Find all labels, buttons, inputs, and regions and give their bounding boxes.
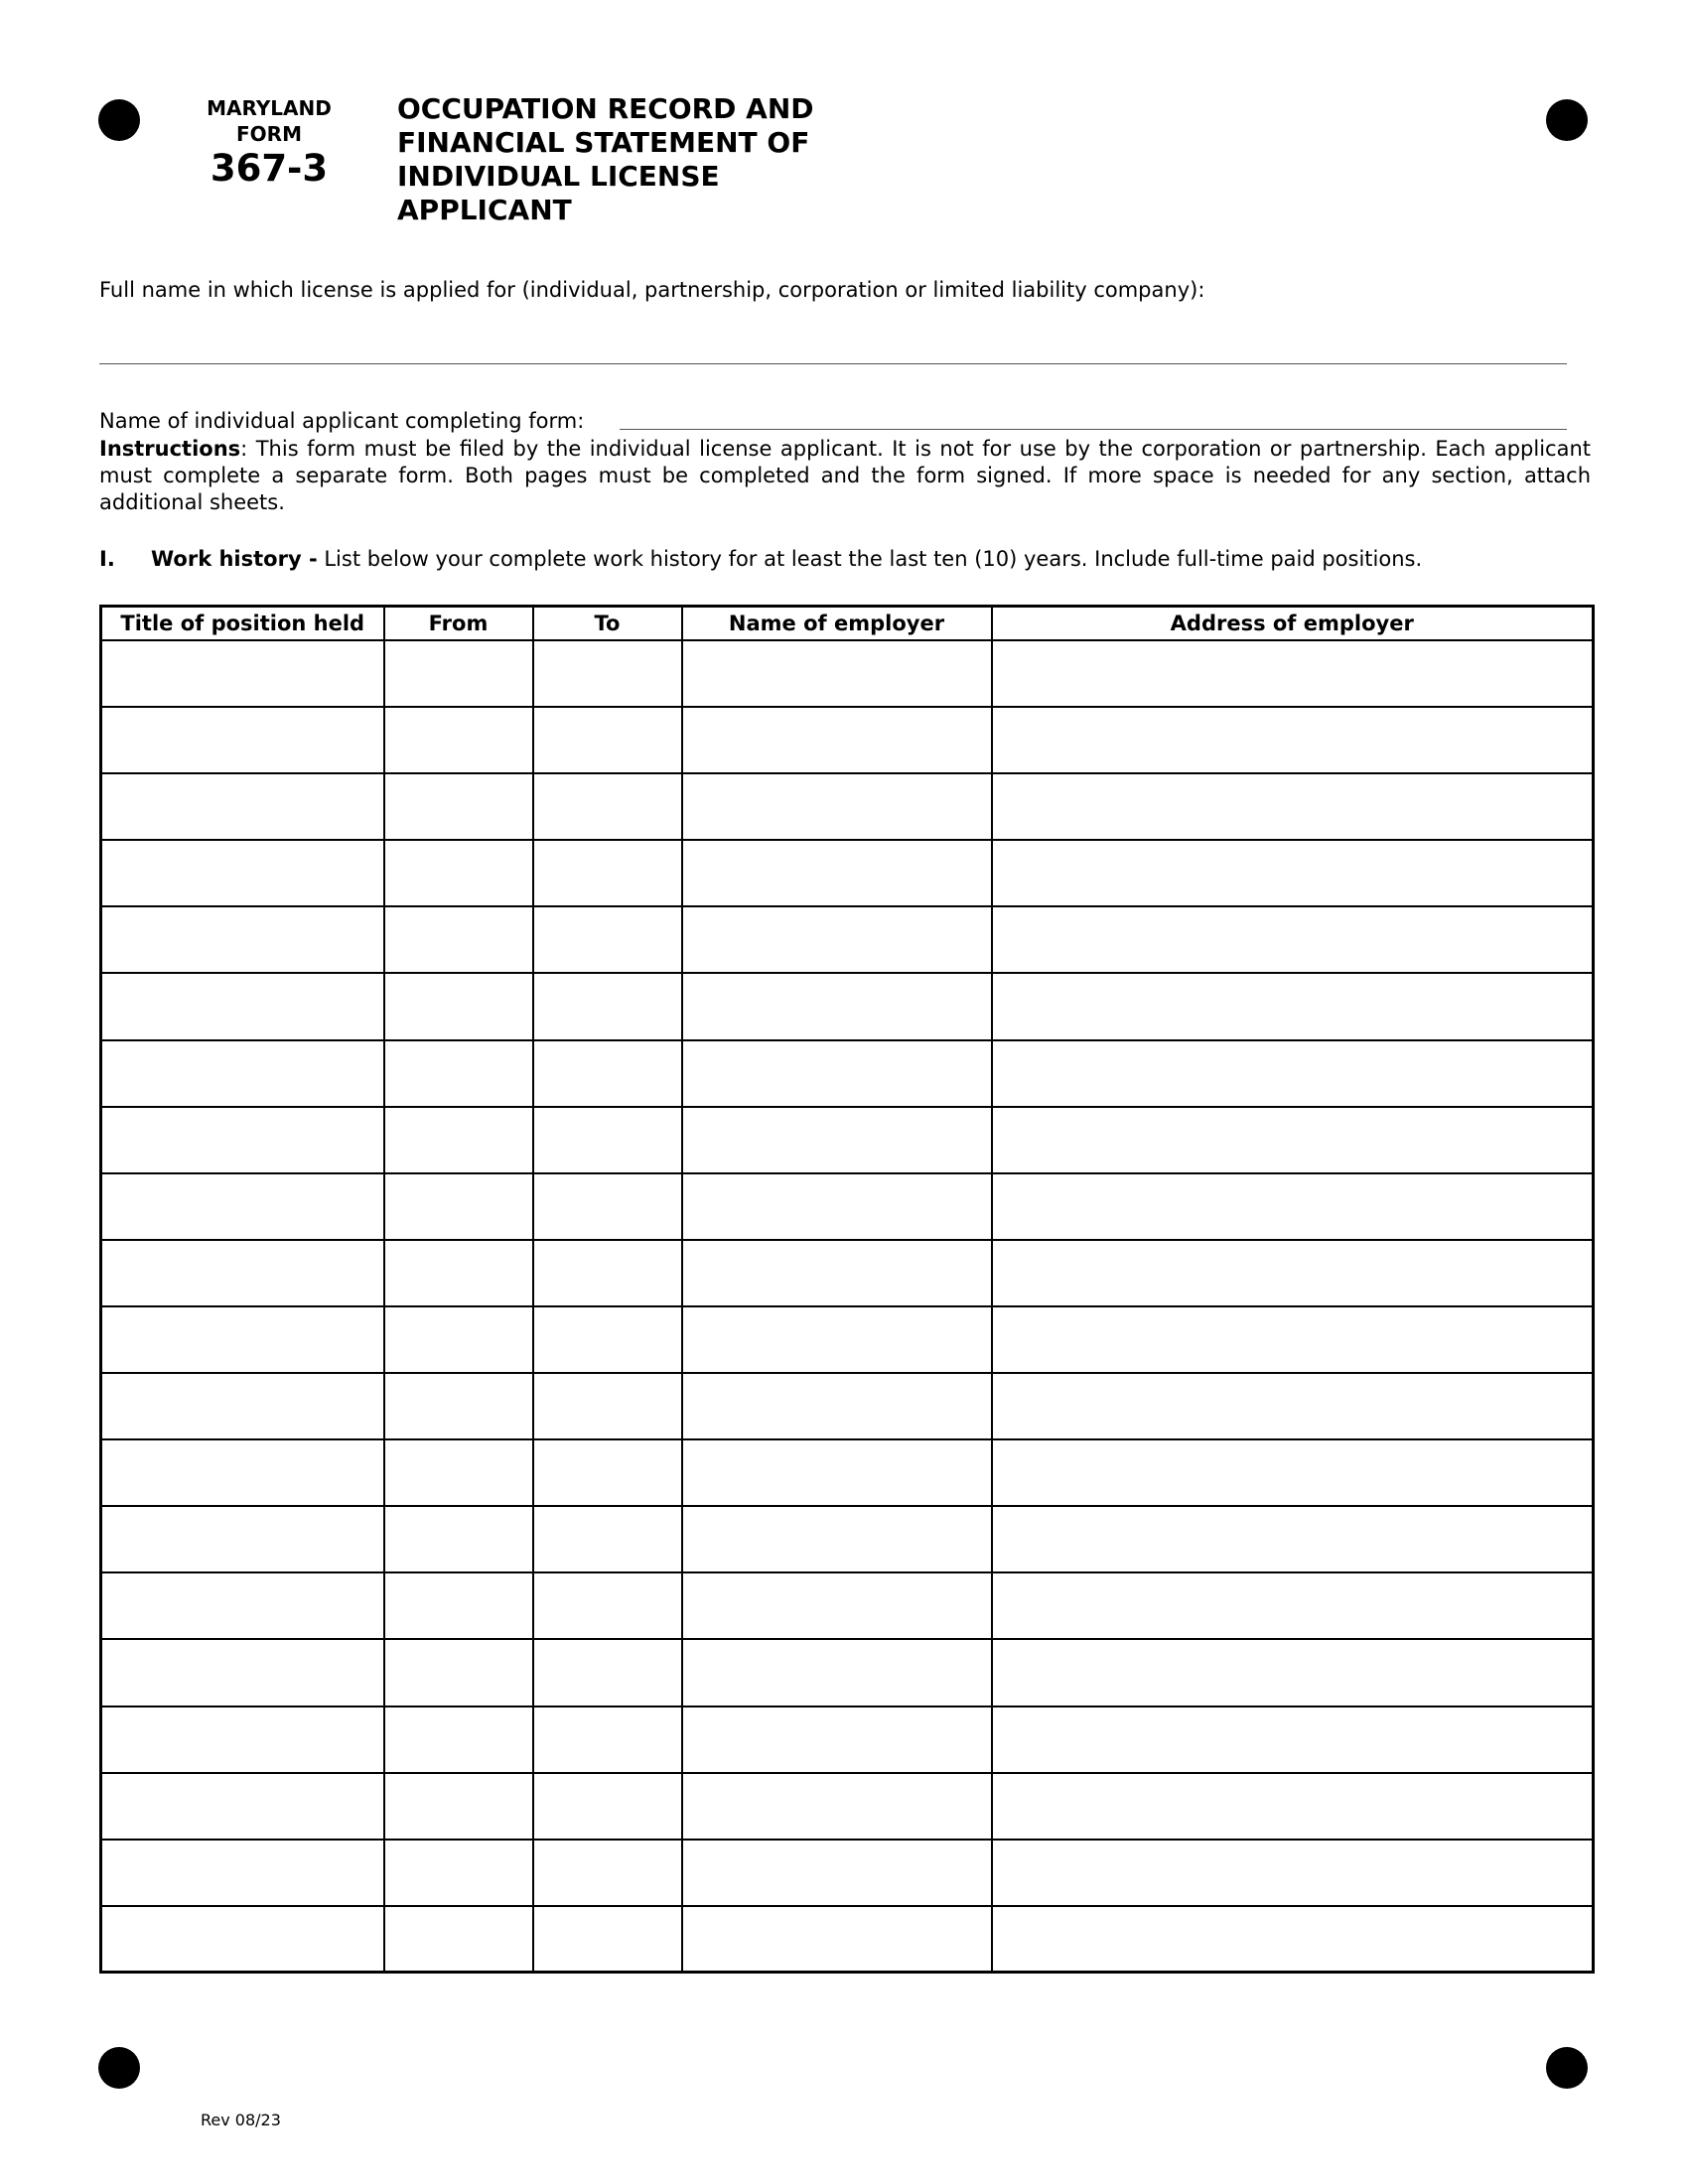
- table-cell[interactable]: [533, 1572, 682, 1639]
- section-numeral: I.: [99, 547, 115, 571]
- table-row: [101, 1439, 1594, 1506]
- table-cell[interactable]: [992, 1040, 1594, 1107]
- table-cell[interactable]: [682, 1107, 992, 1173]
- table-cell[interactable]: [533, 1306, 682, 1373]
- table-row: [101, 1773, 1594, 1840]
- table-cell[interactable]: [992, 906, 1594, 973]
- table-row: [101, 1840, 1594, 1906]
- table-cell[interactable]: [682, 1040, 992, 1107]
- table-cell[interactable]: [992, 1906, 1594, 1973]
- table-cell[interactable]: [533, 906, 682, 973]
- section-title: Work history -: [151, 547, 318, 571]
- applicant-name-label: Name of individual applicant completing form:: [99, 409, 585, 433]
- column-header: Title of position held: [101, 607, 384, 641]
- table-cell[interactable]: [682, 1639, 992, 1706]
- revision-date: Rev 08/23: [201, 2111, 281, 2129]
- table-cell[interactable]: [992, 640, 1594, 707]
- table-cell[interactable]: [384, 1107, 533, 1173]
- table-cell[interactable]: [682, 707, 992, 773]
- table-cell[interactable]: [384, 1639, 533, 1706]
- table-cell[interactable]: [384, 707, 533, 773]
- table-cell[interactable]: [101, 1373, 384, 1439]
- table-cell[interactable]: [533, 1373, 682, 1439]
- table-cell[interactable]: [384, 773, 533, 840]
- instructions-text: : This form must be filed by the individual license applicant. It is not for use by the corporation or partnership. Each applicant must complete a separate form. Both pages must be completed and the form signed. If more space is needed for any section, attach additional sheets.: [99, 437, 1591, 514]
- table-cell[interactable]: [533, 1107, 682, 1173]
- table-cell[interactable]: [101, 973, 384, 1039]
- table-cell[interactable]: [992, 840, 1594, 906]
- table-cell[interactable]: [101, 640, 384, 707]
- registration-mark: [1546, 2047, 1588, 2089]
- table-cell[interactable]: [682, 973, 992, 1039]
- table-cell[interactable]: [533, 1906, 682, 1973]
- applicant-name-field[interactable]: [620, 429, 1567, 430]
- table-cell[interactable]: [992, 1840, 1594, 1906]
- table-cell[interactable]: [992, 1173, 1594, 1240]
- table-cell[interactable]: [682, 1373, 992, 1439]
- table-cell[interactable]: [992, 773, 1594, 840]
- table-cell[interactable]: [101, 1240, 384, 1306]
- table-cell[interactable]: [533, 640, 682, 707]
- table-row: [101, 773, 1594, 840]
- table-row: [101, 1240, 1594, 1306]
- table-cell[interactable]: [384, 1506, 533, 1572]
- table-cell[interactable]: [384, 1840, 533, 1906]
- table-row: [101, 1107, 1594, 1173]
- column-header: Name of employer: [682, 607, 992, 641]
- form-number: 367-3: [210, 147, 329, 190]
- form-identifier: [195, 95, 344, 191]
- column-header: Address of employer: [992, 607, 1594, 641]
- table-cell[interactable]: [992, 1373, 1594, 1439]
- table-cell[interactable]: [101, 1639, 384, 1706]
- table-cell[interactable]: [533, 973, 682, 1039]
- registration-mark: [98, 99, 140, 141]
- table-row: [101, 640, 1594, 707]
- column-header: To: [533, 607, 682, 641]
- table-cell[interactable]: [384, 1373, 533, 1439]
- full-name-label: Full name in which license is applied for (individual, partnership, corporation or limited liability company):: [99, 278, 1205, 302]
- registration-mark: [98, 2047, 140, 2089]
- table-cell[interactable]: [682, 773, 992, 840]
- table-cell[interactable]: [533, 707, 682, 773]
- table-cell[interactable]: [384, 1240, 533, 1306]
- table-cell[interactable]: [992, 1306, 1594, 1373]
- table-cell[interactable]: [384, 1906, 533, 1973]
- table-cell[interactable]: [101, 1506, 384, 1572]
- table-cell[interactable]: [101, 1840, 384, 1906]
- table-row: [101, 1506, 1594, 1572]
- table-cell[interactable]: [384, 906, 533, 973]
- table-cell[interactable]: [533, 1240, 682, 1306]
- table-cell[interactable]: [101, 773, 384, 840]
- table-cell[interactable]: [384, 1306, 533, 1373]
- table-cell[interactable]: [384, 640, 533, 707]
- table-cell[interactable]: [682, 1306, 992, 1373]
- table-cell[interactable]: [682, 1439, 992, 1506]
- table-cell[interactable]: [533, 1439, 682, 1506]
- column-header: From: [384, 607, 533, 641]
- table-cell[interactable]: [101, 1773, 384, 1840]
- full-name-field[interactable]: [99, 363, 1567, 364]
- table-cell[interactable]: [533, 1840, 682, 1906]
- table-cell[interactable]: [682, 1506, 992, 1572]
- registration-mark: [1546, 99, 1588, 141]
- table-cell[interactable]: [682, 1773, 992, 1840]
- table-cell[interactable]: [682, 1840, 992, 1906]
- table-cell[interactable]: [992, 1439, 1594, 1506]
- table-cell[interactable]: [101, 1040, 384, 1107]
- table-cell[interactable]: [101, 1906, 384, 1973]
- instructions-label: Instructions: [99, 437, 241, 461]
- table-cell[interactable]: [682, 1572, 992, 1639]
- table-cell[interactable]: [992, 1706, 1594, 1773]
- table-cell[interactable]: [533, 1173, 682, 1240]
- table-cell[interactable]: [533, 1639, 682, 1706]
- table-cell[interactable]: [992, 1506, 1594, 1572]
- table-cell[interactable]: [384, 1040, 533, 1107]
- table-row: [101, 1173, 1594, 1240]
- table-header-row: [101, 607, 1594, 641]
- table-row: [101, 906, 1594, 973]
- table-cell[interactable]: [992, 973, 1594, 1039]
- table-cell[interactable]: [533, 1773, 682, 1840]
- instructions: [99, 436, 1591, 516]
- table-cell[interactable]: [992, 707, 1594, 773]
- work-history-table: [99, 605, 1595, 1974]
- table-cell[interactable]: [533, 840, 682, 906]
- table-row: [101, 1706, 1594, 1773]
- table-cell[interactable]: [682, 906, 992, 973]
- table-cell[interactable]: [101, 1107, 384, 1173]
- table-row: [101, 840, 1594, 906]
- table-row: [101, 973, 1594, 1039]
- table-cell[interactable]: [992, 1107, 1594, 1173]
- table-cell[interactable]: [384, 1173, 533, 1240]
- table-cell[interactable]: [384, 840, 533, 906]
- table-cell[interactable]: [992, 1572, 1594, 1639]
- table-cell[interactable]: [101, 1706, 384, 1773]
- table-cell[interactable]: [101, 906, 384, 973]
- form-title: OCCUPATION RECORD AND FINANCIAL STATEMENT OF INDIVIDUAL LICENSE APPLICANT: [397, 92, 814, 226]
- table-cell[interactable]: [682, 640, 992, 707]
- table-cell[interactable]: [101, 1439, 384, 1506]
- table-row: [101, 1639, 1594, 1706]
- table-cell[interactable]: [533, 1506, 682, 1572]
- table-cell[interactable]: [384, 1572, 533, 1639]
- form-state: MARYLAND: [207, 96, 332, 120]
- table-cell[interactable]: [682, 1706, 992, 1773]
- table-cell[interactable]: [384, 1773, 533, 1840]
- table-cell[interactable]: [533, 1040, 682, 1107]
- table-row: [101, 1906, 1594, 1973]
- table-cell[interactable]: [992, 1773, 1594, 1840]
- table-cell[interactable]: [384, 973, 533, 1039]
- table-row: [101, 1040, 1594, 1107]
- table-cell[interactable]: [992, 1240, 1594, 1306]
- table-row: [101, 1572, 1594, 1639]
- table-cell[interactable]: [384, 1706, 533, 1773]
- table-row: [101, 707, 1594, 773]
- table-cell[interactable]: [101, 1572, 384, 1639]
- table-cell[interactable]: [682, 1173, 992, 1240]
- table-cell[interactable]: [682, 1240, 992, 1306]
- table-cell[interactable]: [533, 1706, 682, 1773]
- table-cell[interactable]: [101, 707, 384, 773]
- table-cell[interactable]: [101, 1173, 384, 1240]
- table-cell[interactable]: [682, 840, 992, 906]
- table-cell[interactable]: [384, 1439, 533, 1506]
- form-word: FORM: [236, 122, 302, 146]
- table-row: [101, 1306, 1594, 1373]
- table-cell[interactable]: [533, 773, 682, 840]
- table-row: [101, 1373, 1594, 1439]
- section-heading: [99, 546, 1422, 573]
- table-cell[interactable]: [682, 1906, 992, 1973]
- table-cell[interactable]: [992, 1639, 1594, 1706]
- section-description: List below your complete work history for at least the last ten (10) years. Include full-time paid positions.: [317, 547, 1423, 571]
- table-cell[interactable]: [101, 1306, 384, 1373]
- table-cell[interactable]: [101, 840, 384, 906]
